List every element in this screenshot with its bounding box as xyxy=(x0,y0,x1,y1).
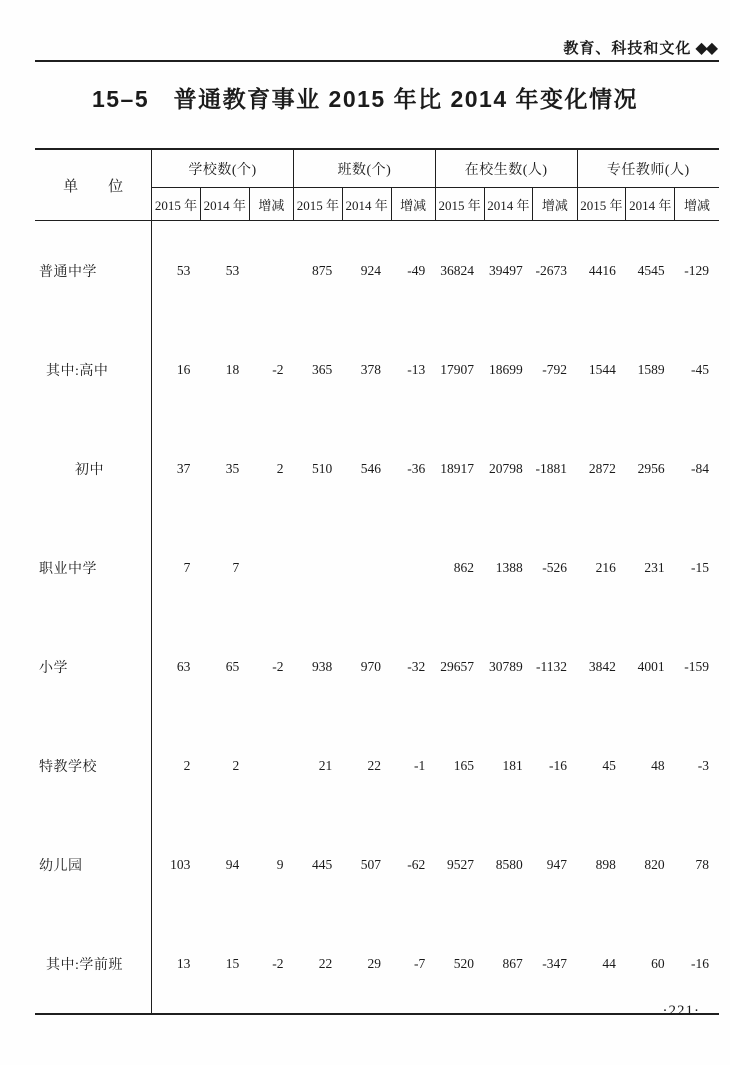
sub-header-change: 增减 xyxy=(249,188,293,221)
statistics-table xyxy=(35,148,719,1015)
cell: 94 xyxy=(225,856,240,872)
cell: 520 xyxy=(453,955,475,971)
cell: 2956 xyxy=(637,460,665,476)
cell: 30789 xyxy=(489,658,523,674)
page-title: 15–5 普通教育事业 2015 年比 2014 年变化情况 xyxy=(91,86,639,112)
cell: 938 xyxy=(311,658,333,674)
cell xyxy=(249,716,293,815)
cell: -526 xyxy=(542,559,568,575)
cell: 231 xyxy=(644,559,665,575)
group-header-classes: 班数(个) xyxy=(293,149,435,188)
cell: -49 xyxy=(407,262,426,278)
group-header-schools: 学校数(个) xyxy=(152,149,294,188)
cell: -1132 xyxy=(536,658,568,674)
cell: 16 xyxy=(176,361,191,377)
cell: -2 xyxy=(272,955,284,971)
unit-column-header: 单 位 xyxy=(35,149,152,221)
cell: 898 xyxy=(595,856,616,872)
cell: 507 xyxy=(360,856,381,872)
cell: -62 xyxy=(407,856,426,872)
cell: -792 xyxy=(542,361,568,377)
cell: 53 xyxy=(225,262,240,278)
table-header xyxy=(35,149,719,221)
cell: 2 xyxy=(232,757,240,773)
cell: 947 xyxy=(546,856,568,872)
row-label: 初中 xyxy=(35,419,152,518)
row-label: 职业中学 xyxy=(35,518,152,617)
cell xyxy=(249,518,293,617)
cell: 21 xyxy=(318,757,333,773)
cell: -2673 xyxy=(535,262,568,278)
header-rule xyxy=(35,60,719,62)
cell: -2 xyxy=(272,658,284,674)
row-label: 小学 xyxy=(35,617,152,716)
cell: 36824 xyxy=(440,262,475,278)
cell: 44 xyxy=(602,955,616,971)
table-row xyxy=(35,221,719,321)
cell xyxy=(342,518,391,617)
cell: 546 xyxy=(360,460,381,476)
cell: -16 xyxy=(691,955,709,971)
sub-header-2014: 2014 年 xyxy=(342,188,391,221)
cell: 20798 xyxy=(489,460,523,476)
cell: 9527 xyxy=(447,856,475,872)
cell: 13 xyxy=(176,955,191,971)
cell: 103 xyxy=(170,856,191,872)
cell: 39497 xyxy=(489,262,523,278)
sub-header-2014: 2014 年 xyxy=(484,188,533,221)
cell: 9 xyxy=(276,856,284,872)
cell: -129 xyxy=(684,262,709,278)
cell: -2 xyxy=(272,361,284,377)
sub-header-change: 增减 xyxy=(533,188,577,221)
cell: 3842 xyxy=(588,658,616,674)
table-row xyxy=(35,914,719,1014)
table-row xyxy=(35,716,719,815)
cell: 867 xyxy=(502,955,523,971)
cell: 29 xyxy=(367,955,381,971)
cell: 820 xyxy=(644,856,665,872)
cell: 2 xyxy=(183,757,191,773)
cell: 17907 xyxy=(440,361,475,377)
table-row xyxy=(35,617,719,716)
cell: 78 xyxy=(695,856,709,872)
sub-header-2014: 2014 年 xyxy=(626,188,675,221)
running-head xyxy=(563,37,716,58)
cell: -3 xyxy=(697,757,709,773)
cell: -36 xyxy=(407,460,426,476)
cell: 1544 xyxy=(588,361,616,377)
cell: 181 xyxy=(502,757,523,773)
cell: 924 xyxy=(360,262,381,278)
cell: -32 xyxy=(407,658,426,674)
cell: 875 xyxy=(311,262,333,278)
cell: 35 xyxy=(225,460,240,476)
cell: -15 xyxy=(691,559,709,575)
table-row xyxy=(35,518,719,617)
cell xyxy=(391,518,435,617)
row-label: 普通中学 xyxy=(35,221,152,321)
cell: -159 xyxy=(684,658,709,674)
cell: 4545 xyxy=(637,262,665,278)
cell: 29657 xyxy=(440,658,475,674)
sub-header-2015: 2015 年 xyxy=(435,188,484,221)
cell: 445 xyxy=(311,856,333,872)
cell: 2 xyxy=(276,460,284,476)
diamond-icons: ◆◆ xyxy=(695,38,716,57)
cell: 18 xyxy=(225,361,240,377)
sub-header-2015: 2015 年 xyxy=(577,188,626,221)
row-label: 其中:学前班 xyxy=(35,914,152,1014)
cell: -16 xyxy=(549,757,568,773)
statistics-table-container xyxy=(35,148,719,1015)
cell: 216 xyxy=(595,559,616,575)
cell: 15 xyxy=(225,955,240,971)
cell: -84 xyxy=(691,460,709,476)
cell xyxy=(293,518,342,617)
row-label: 其中:高中 xyxy=(35,320,152,419)
cell: 4001 xyxy=(637,658,665,674)
cell: 7 xyxy=(183,559,191,575)
sub-header-change: 增减 xyxy=(391,188,435,221)
cell: -7 xyxy=(414,955,426,971)
cell: -45 xyxy=(691,361,709,377)
cell: -1 xyxy=(414,757,426,773)
table-row xyxy=(35,815,719,914)
cell: 2872 xyxy=(588,460,616,476)
row-label: 特教学校 xyxy=(35,716,152,815)
cell: 510 xyxy=(311,460,333,476)
group-header-students: 在校生数(人) xyxy=(435,149,577,188)
cell: 1388 xyxy=(495,559,523,575)
cell: 365 xyxy=(311,361,333,377)
table-body xyxy=(35,221,719,1015)
sub-header-2015: 2015 年 xyxy=(152,188,201,221)
cell: 48 xyxy=(651,757,665,773)
cell xyxy=(249,221,293,321)
cell: 60 xyxy=(651,955,665,971)
page-number: ·221· xyxy=(662,1003,700,1019)
cell: 45 xyxy=(602,757,616,773)
cell: -1881 xyxy=(535,460,568,476)
cell: 1589 xyxy=(637,361,665,377)
cell: 8580 xyxy=(495,856,523,872)
cell: 53 xyxy=(176,262,191,278)
cell: 63 xyxy=(176,658,191,674)
cell: 4416 xyxy=(588,262,616,278)
cell: 22 xyxy=(318,955,333,971)
table-row xyxy=(35,320,719,419)
row-label: 幼儿园 xyxy=(35,815,152,914)
cell: 7 xyxy=(232,559,240,575)
cell: 970 xyxy=(360,658,381,674)
cell: 65 xyxy=(225,658,240,674)
sub-header-2014: 2014 年 xyxy=(200,188,249,221)
cell: 378 xyxy=(360,361,381,377)
running-head-label: 教育、科技和文化 xyxy=(563,40,692,57)
cell: 22 xyxy=(367,757,381,773)
group-header-row xyxy=(35,149,719,188)
cell: 18917 xyxy=(440,460,475,476)
cell: 18699 xyxy=(489,361,523,377)
group-header-teachers: 专任教师(人) xyxy=(577,149,719,188)
table-row xyxy=(35,419,719,518)
cell: -347 xyxy=(542,955,568,971)
sub-header-change: 增减 xyxy=(675,188,719,221)
cell: -13 xyxy=(407,361,426,377)
cell: 862 xyxy=(453,559,475,575)
sub-header-2015: 2015 年 xyxy=(293,188,342,221)
cell: 37 xyxy=(176,460,191,476)
cell: 165 xyxy=(453,757,475,773)
